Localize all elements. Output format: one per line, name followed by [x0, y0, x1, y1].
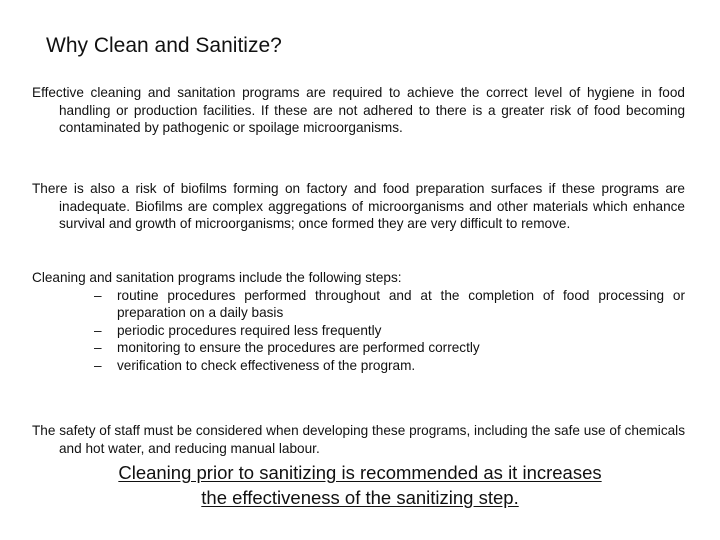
bullet-dash: –: [94, 287, 102, 303]
paragraph-program-steps: [32, 269, 685, 374]
list-item: [59, 357, 685, 375]
paragraph-effective-cleaning: Effective cleaning and sanitation programs are required to achieve the correct level of hygiene in food handling or production facilities. If these are not adhered to there is a greater risk of food becoming contaminated by pathogenic or spoilage microorganisms.: [32, 85, 685, 135]
step-text: periodic procedures required less frequently: [117, 322, 382, 338]
slide-title: Why Clean and Sanitize?: [46, 34, 282, 57]
step-text: verification to check effectiveness of the program.: [117, 357, 416, 373]
callout-line: Cleaning prior to sanitizing is recommended as it increases: [118, 462, 602, 483]
bullet-dash: –: [94, 322, 102, 338]
paragraph-staff-safety: The safety of staff must be considered when developing these programs, including the safe use of chemicals and hot water, and reducing manual labour.: [32, 423, 685, 456]
bullet-dash: –: [94, 357, 102, 373]
list-item: [59, 339, 685, 357]
steps-list: [59, 287, 685, 375]
paragraph-biofilms: There is also a risk of biofilms forming on factory and food preparation surfaces if these programs are inadequate. Biofilms are complex aggregations of microorganisms and other materials which enhance survival and growth of microorganisms; once formed they are very difficult to remove.: [32, 181, 685, 231]
step-text: monitoring to ensure the procedures are performed correctly: [117, 340, 480, 355]
bullet-dash: –: [94, 340, 102, 355]
list-item: [59, 322, 685, 340]
callout-recommendation: [60, 460, 660, 510]
step-text: routine procedures performed throughout and at the completion of food processing or preparation on a daily basis: [117, 287, 685, 320]
callout-line: the effectiveness of the sanitizing step.: [201, 487, 519, 508]
list-item: [59, 287, 685, 322]
steps-intro: Cleaning and sanitation programs include the following steps:: [32, 270, 402, 285]
